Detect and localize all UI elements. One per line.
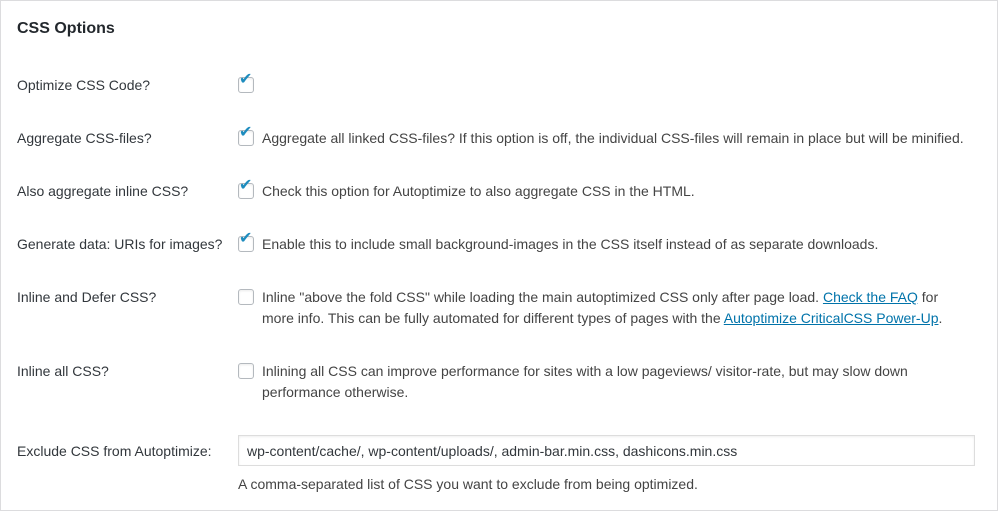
row-label: Generate data: URIs for images? [17, 236, 223, 252]
row-label: Exclude CSS from Autoptimize: [17, 443, 212, 459]
row-description: Inlining all CSS can improve performance for sites with a low pageviews/ visitor-rate, but may slow down performance otherwise. [262, 363, 908, 400]
row-label: Aggregate CSS-files? [17, 130, 152, 146]
row-label: Also aggregate inline CSS? [17, 183, 189, 199]
exclude-css-help: A comma-separated list of CSS you want to exclude from being optimized. [238, 476, 698, 492]
row-label: Optimize CSS Code? [17, 77, 151, 93]
form-row-datauri-images [17, 218, 981, 271]
optimize-css-checkbox[interactable] [238, 71, 254, 93]
form-row-inline-defer-css [17, 271, 981, 345]
row-label: Inline all CSS? [17, 363, 109, 379]
form-row-optimize-css [17, 59, 981, 112]
check-icon: ✔ [239, 124, 253, 141]
css-options-form [17, 59, 981, 511]
form-row-aggregate-css [17, 112, 981, 165]
inline-all-css-checkbox[interactable] [238, 363, 254, 379]
check-icon: ✔ [239, 230, 253, 247]
inline-defer-css-checkbox[interactable] [238, 289, 254, 305]
row-description: Enable this to include small background-images in the CSS itself instead of as separate downloads. [262, 236, 879, 252]
form-row-inline-all-css [17, 345, 981, 419]
criticalcss-powerup-link[interactable]: Autoptimize CriticalCSS Power-Up [723, 310, 939, 326]
aggregate-inline-css-checkbox[interactable] [238, 177, 254, 199]
description-text: for more info. This can be fully automated for different types of pages with the [262, 289, 939, 326]
description-text: . [938, 310, 943, 326]
row-description [262, 287, 964, 329]
aggregate-css-checkbox[interactable] [238, 124, 254, 146]
datauri-images-checkbox[interactable] [238, 230, 254, 252]
row-description: Check this option for Autoptimize to also aggregate CSS in the HTML. [262, 183, 695, 199]
row-label: Inline and Defer CSS? [17, 289, 157, 305]
check-icon: ✔ [239, 177, 253, 194]
exclude-css-input[interactable] [238, 435, 975, 466]
check-icon: ✔ [239, 71, 253, 88]
form-row-exclude-css [17, 419, 981, 511]
page-title: CSS Options [17, 20, 115, 37]
description-text: Inline "above the fold CSS" while loading the main autoptimized CSS only after page load. [262, 289, 823, 305]
faq-link[interactable]: Check the FAQ [822, 289, 918, 305]
form-row-aggregate-inline-css [17, 165, 981, 218]
row-description: Aggregate all linked CSS-files? If this option is off, the individual CSS-files will remain in place but will be minified. [262, 130, 964, 146]
